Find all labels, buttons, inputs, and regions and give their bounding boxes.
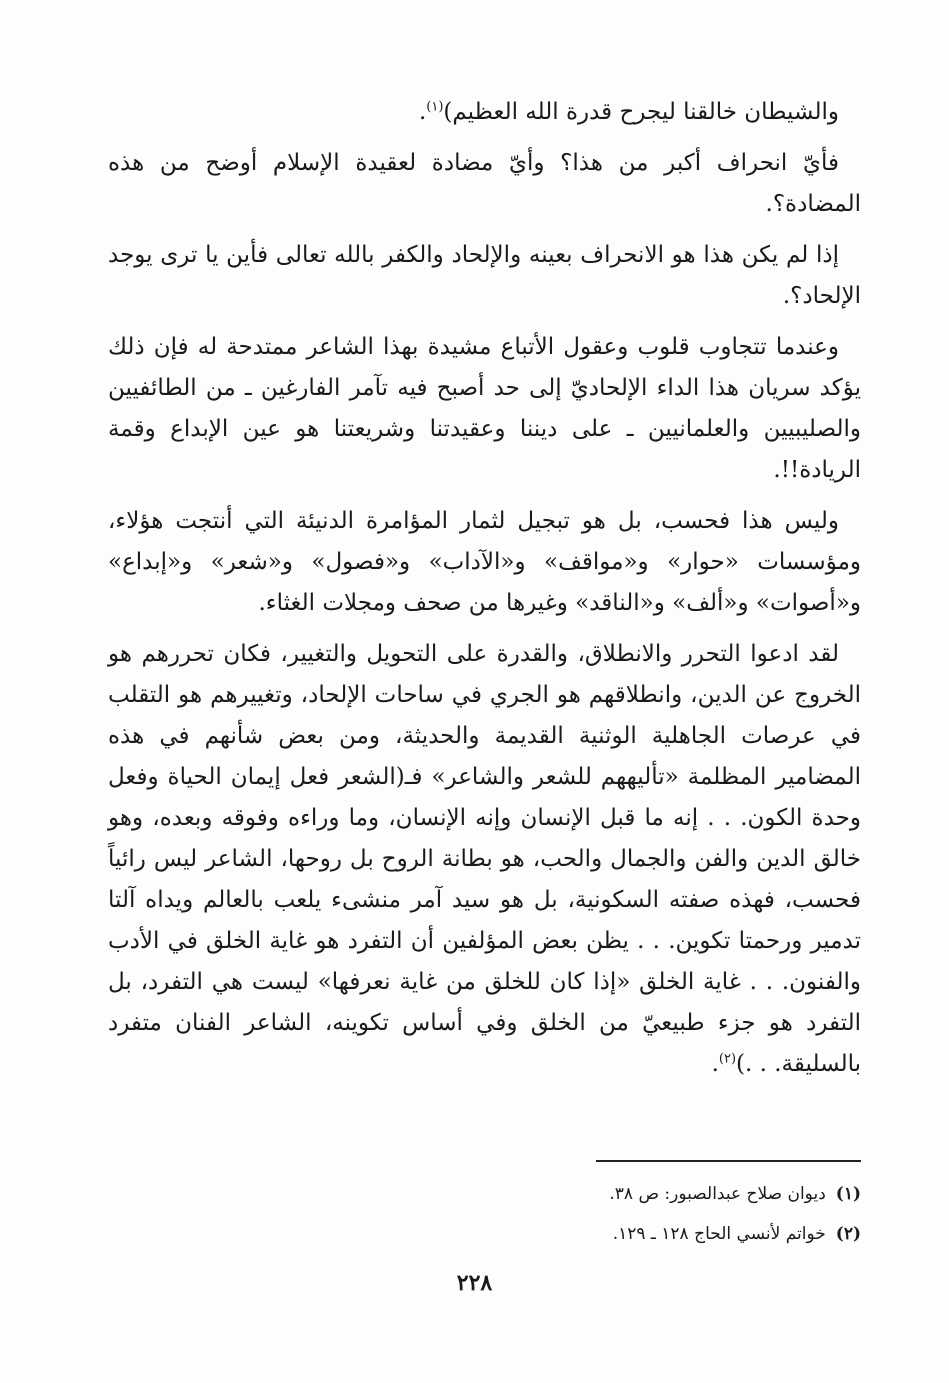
body-text [108, 92, 861, 1095]
paragraph-6-end: . [711, 1051, 719, 1077]
footnote-divider [596, 1160, 861, 1162]
footnote-1 [108, 1174, 861, 1214]
page-number: ٢٢٨ [456, 1270, 493, 1296]
paragraph-4: وعندما تتجاوب قلوب وعقول الأتباع مشيدة بهذا الشاعر ممتدحة له فإن ذلك يؤكد سريان هذا الداء الإلحاديّ إلى حد أصبح فيه تآمر الفارغين ـ من الطائفيين والصليبيين والعلمانيين ـ على ديننا وعقيدتنا وشريعتنا هو عين الإبداع وقمة الريادة!!. [108, 334, 861, 483]
paragraph-5: وليس هذا فحسب، بل هو تبجيل لثمار المؤامرة الدنيئة التي أنتجت هؤلاء، ومؤسسات «حوار» و«مواقف» و«الآداب» و«فصول» و«شعر» و«إبداع» و«أصوات» و«ألف» و«الناقد» وغيرها من صحف ومجلات الغثاء. [108, 508, 861, 616]
paragraph-3: إذا لم يكن هذا هو الانحراف بعينه والإلحاد والكفر بالله تعالى فأين يا ترى يوجد الإلحاد؟. [108, 242, 861, 309]
footnote-2 [108, 1214, 861, 1254]
footnote-ref-1: (١) [426, 99, 444, 115]
paragraph-1-text: والشيطان خالقنا ليجرح قدرة الله العظيم) [443, 99, 839, 125]
paragraph-2: فأيّ انحراف أكبر من هذا؟ وأيّ مضادة لعقيدة الإسلام أوضح من هذه المضادة؟. [108, 150, 861, 217]
paragraph-6 [108, 634, 861, 1085]
footnote-2-text: خواتم لأنسي الحاج ١٢٨ ـ ١٢٩. [612, 1224, 826, 1244]
footnote-ref-2: (٢) [718, 1051, 737, 1067]
paragraph-1-end: . [418, 99, 427, 125]
footnotes [108, 1174, 861, 1254]
paragraph-1 [108, 92, 861, 133]
footnote-1-number: (١) [835, 1184, 861, 1204]
footnote-1-text: ديوان صلاح عبدالصبور: ص ٣٨. [609, 1184, 826, 1204]
footnote-2-number: (٢) [835, 1224, 861, 1244]
paragraph-6-text: لقد ادعوا التحرر والانطلاق، والقدرة على التحويل والتغيير، فكان تحررهم هو الخروج عن الدين، وانطلاقهم هو الجري في ساحات الإلحاد، وتغييرهم هو التقلب في عرصات الجاهلية الوثنية القديمة والحديثة، ومن بعض شأنهم في هذه المضامير المظلمة «تأليههم للشعر والشاعر» فـ(الشعر فعل إيمان الحياة وفعل وحدة الكون. . . إنه ما قبل الإنسان وإنه الإنسان، وما وراءه وفوقه وبعده، وهو خالق الدين والفن والجمال والحب، هو بطانة الروح بل روحها، الشاعر ليس رائياً فحسب، فهذه صفته السكونية، بل هو سيد آمر منشىء يلعب بالعالم ويداه آلتا تدمير ورحمتا تكوين. . . يظن بعض المؤلفين أن التفرد هو غاية الخلق في الأدب والفنون. . . غاية الخلق «إذا كان للخلق من غاية نعرفها» ليست هي التفرد، بل التفرد هو جزء طبيعيّ من الخلق وفي أساس تكوينه، الشاعر الفنان متفرد بالسليقة. . .) [108, 641, 861, 1077]
